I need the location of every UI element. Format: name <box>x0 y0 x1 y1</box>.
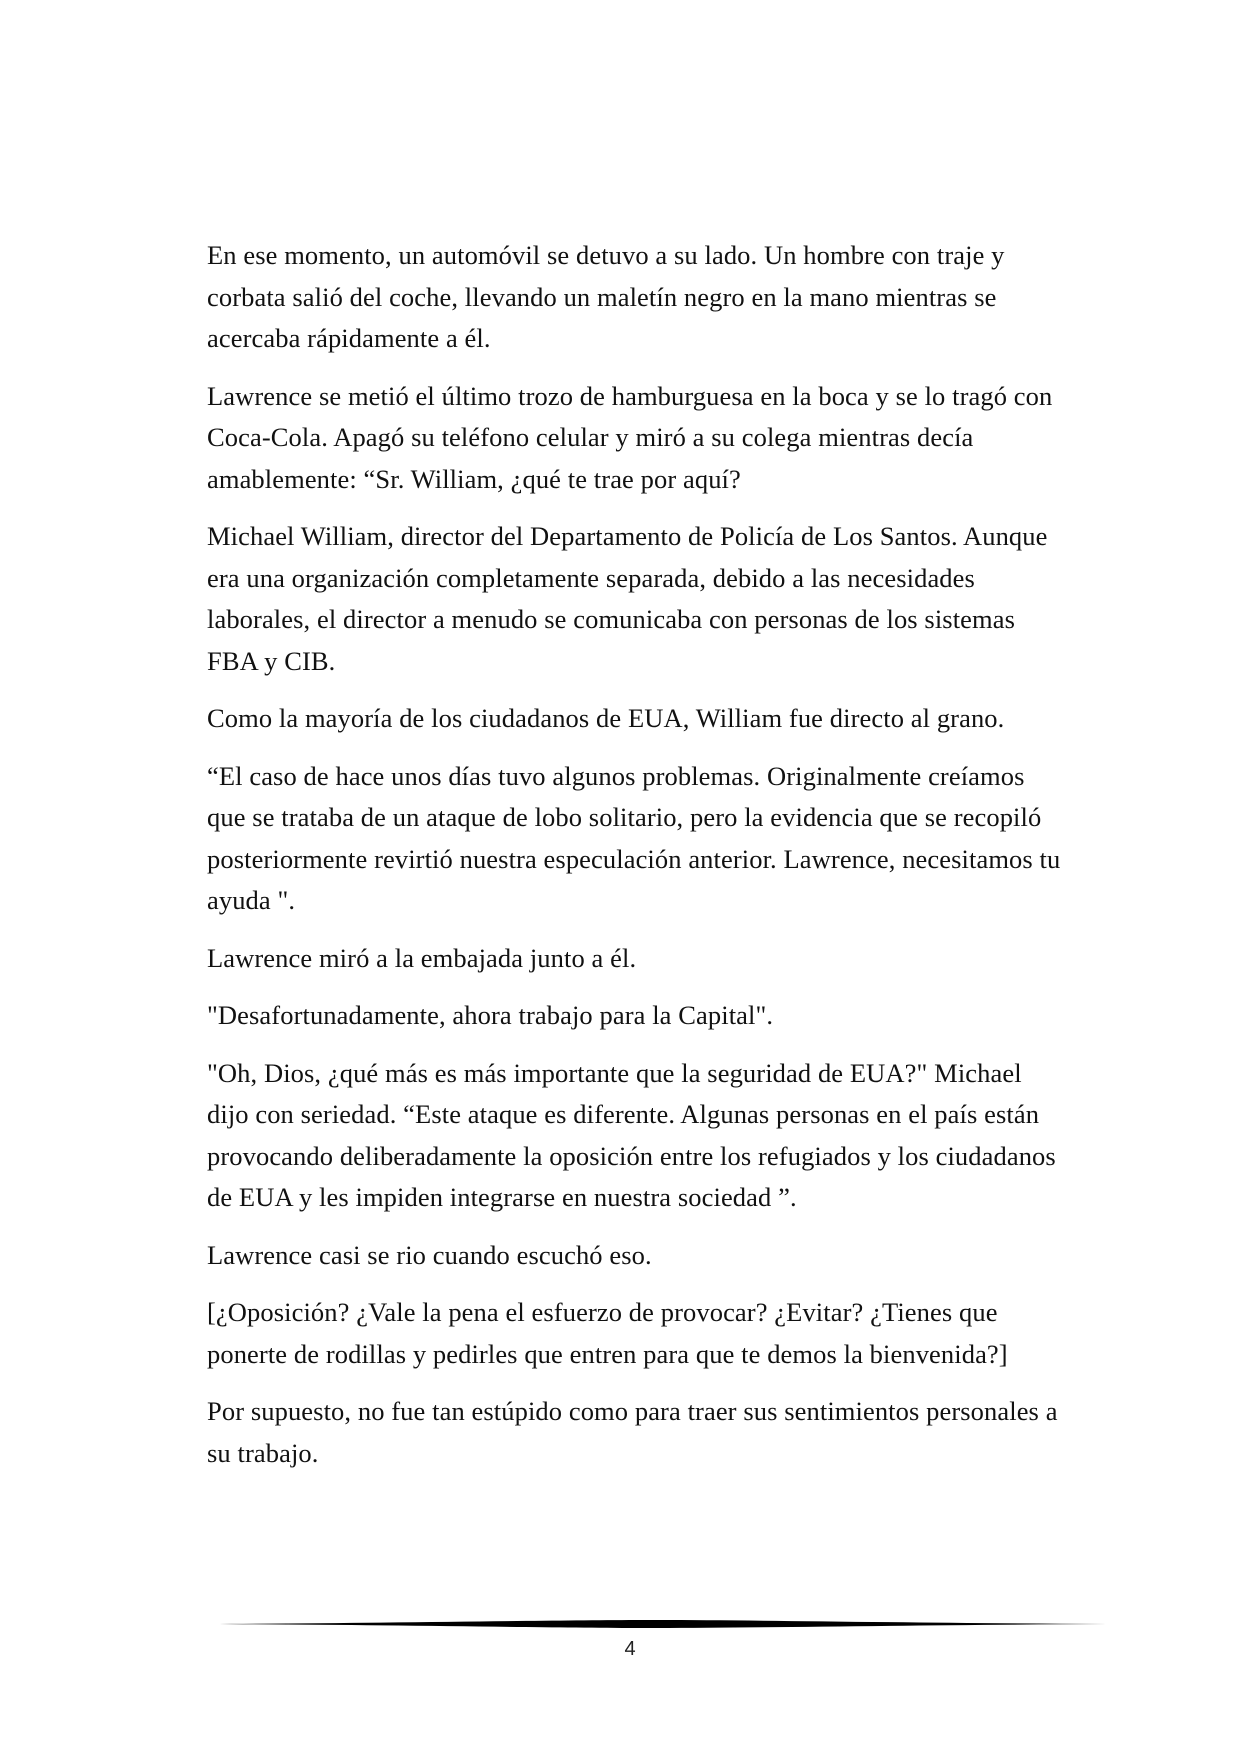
paragraph: Por supuesto, no fue tan estúpido como para traer sus sentimientos personales a su trabajo. <box>207 1396 1058 1468</box>
page-number: 4 <box>624 1638 636 1660</box>
paragraph: Como la mayoría de los ciudadanos de EUA, William fue directo al grano. <box>207 703 1005 733</box>
paragraph: Lawrence miró a la embajada junto a él. <box>207 942 637 973</box>
paragraph: "Oh, Dios, ¿qué más es más importante que la seguridad de EUA?" Michael dijo con seriedad. “Este ataque es diferente. Algunas personas en el país están provocando deliberadamente la oposición entre los refugiados y los ciudadanos de EUA y les impiden integrarse en nuestra sociedad ”. <box>207 1057 1056 1212</box>
paragraph: Michael William, director del Departamento de Policía de Los Santos. Aunque era una organización completamente separada, debido a las necesidades laborales, el director a menudo se comunicaba con personas de los sistemas FBA y CIB. <box>207 521 1048 676</box>
paragraph: "Desafortunadamente, ahora trabajo para la Capital". <box>207 1000 774 1030</box>
body-text <box>207 235 1067 1490</box>
paragraph: Lawrence se metió el último trozo de hamburguesa en la boca y se lo tragó con Coca-Cola. Apagó su teléfono celular y miró a su colega mientras decía amablemente: “Sr. William, ¿qué te trae por aquí? <box>207 380 1053 494</box>
paragraph: Lawrence casi se rio cuando escuchó eso. <box>207 1239 652 1270</box>
footer-rule <box>207 1618 1107 1630</box>
paragraph: “El caso de hace unos días tuvo algunos problemas. Originalmente creíamos que se trataba de un ataque de lobo solitario, pero la evidencia que se recopiló posteriormente revirtió nuestra especulación anterior. Lawrence, necesitamos tu ayuda ". <box>207 760 1061 915</box>
paragraph: [¿Oposición? ¿Vale la pena el esfuerzo de provocar? ¿Evitar? ¿Tienes que ponerte de rodillas y pedirles que entren para que te demos la bienvenida?] <box>207 1297 1008 1369</box>
paragraph: En ese momento, un automóvil se detuvo a su lado. Un hombre con traje y corbata salió del coche, llevando un maletín negro en la mano mientras se acercaba rápidamente a él. <box>207 240 1005 353</box>
